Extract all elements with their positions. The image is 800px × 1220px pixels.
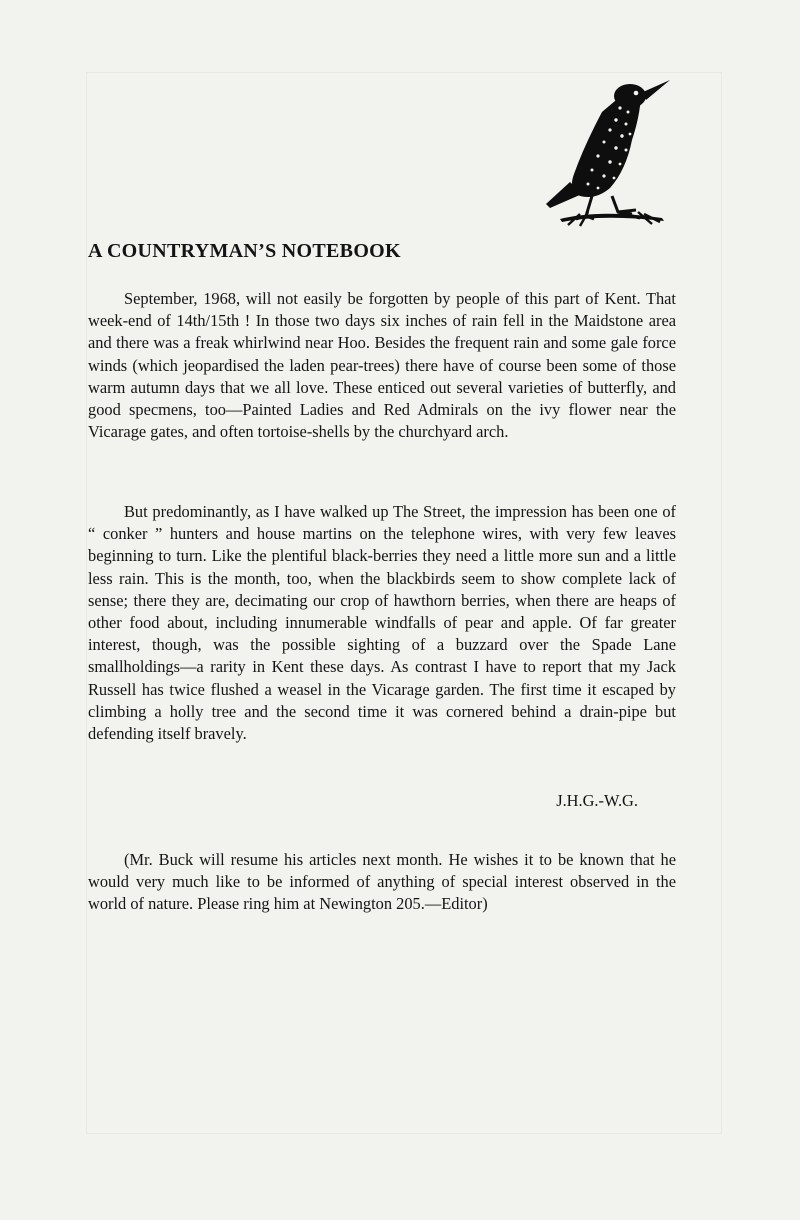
bird-icon bbox=[540, 78, 670, 230]
author-signature: J.H.G.-W.G. bbox=[556, 791, 638, 810]
paragraph-1: September, 1968, will not easily be forgotten by people of this part of Kent. That week-end of 14th/15th ! In those two days six inches of rain fell in the Maidstone area and there was a freak whirlwind near Hoo. Besides the frequent rain and some gale force winds (which jeopardised the laden pear-trees) there have of course been some of those warm autumn days that we all love. These enticed out several varieties of butterfly, and good specmens, too—Painted Ladies and Red Admirals on the ivy flower near the Vicarage gates, and often tortoise-shells by the churchyard arch. bbox=[88, 289, 676, 442]
paragraph-2: But predominantly, as I have walked up The Street, the impression has been one of “ conker ” hunters and house martins on the telephone wires, with very few leaves beginning to turn. Like the plentiful black-berries they need a little more sun and a little less rain. This is the month, too, when the blackbirds seem to show complete lack of sense; there they are, decimating our crop of hawthorn berries, when there are heaps of other food about, including innumerable windfalls of pear and apple. Of far greater interest, though, was the possible sighting of a buzzard over the Spade Lane smallholdings—a rarity in Kent these days. As contrast I have to report that my Jack Russell has twice flushed a weasel in the Vicarage garden. The first time it escaped by climbing a holly tree and the second time it was cornered behind a drain-pipe but defending itself bravely. bbox=[88, 502, 676, 744]
editor-note: (Mr. Buck will resume his articles next month. He wishes it to be known that he would very much like to be informed of anything of special interest observed in the world of nature. Please ring him at Newington 205.—Editor) bbox=[88, 850, 676, 914]
article-title: A COUNTRYMAN’S NOTEBOOK bbox=[88, 240, 401, 262]
